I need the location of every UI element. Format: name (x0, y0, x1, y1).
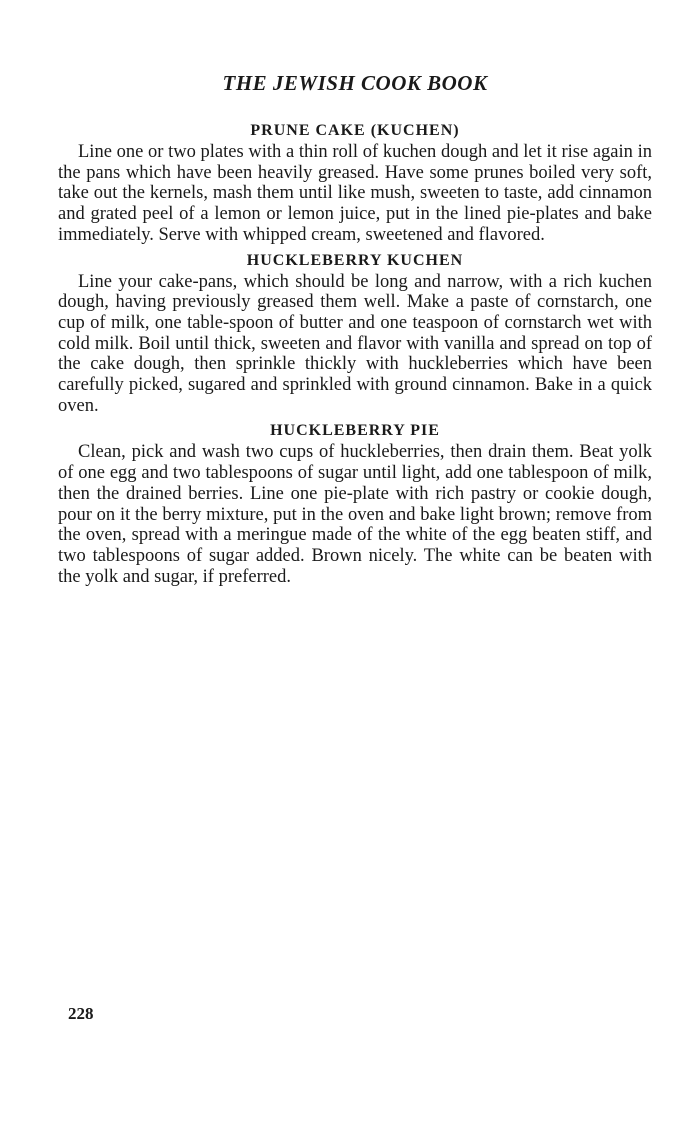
book-page (58, 66, 652, 591)
recipe-huckleberry-kuchen (58, 250, 652, 417)
page-number: 228 (68, 1004, 94, 1023)
recipe-title: HUCKLEBERRY PIE (270, 422, 440, 440)
running-head: THE JEWISH COOK BOOK (222, 71, 488, 95)
recipe-text: Line your cake-pans, which should be long and narrow, with a rich kuchen dough, having previously greased them well. Make a paste of cornstarch, one cup of milk, one table-spoon of butter and one teaspoon of cornstarch wet with cold milk. Boil until thick, sweeten and flavor with vanilla and spread on top of the cake dough, then sprinkle thickly with huckleberries which have been carefully picked, sugared and sprinkled with ground cinnamon. Bake in a quick oven. (58, 271, 652, 416)
recipe-text: Line one or two plates with a thin roll of kuchen dough and let it rise again in the pans which have been heavily greased. Have some prunes boiled very soft, take out the kernels, mash them until like mush, sweeten to taste, add cinnamon and grated peel of a lemon or lemon juice, put in the lined pie-plates and bake immediately. Serve with whipped cream, sweetened and flavored. (58, 142, 652, 245)
recipe-title: PRUNE CAKE (KUCHEN) (250, 122, 460, 139)
recipe-huckleberry-pie (58, 420, 652, 587)
recipe-title: HUCKLEBERRY KUCHEN (246, 251, 464, 269)
recipe-text: Clean, pick and wash two cups of huckleberries, then drain them. Beat yolk of one egg and two tablespoons of sugar until light, add one tablespoon of milk, then the drained berries. Line one pie-plate with rich pastry or cookie dough, pour on it the berry mixture, put in the oven and bake light brown; remove from the oven, spread with a meringue made of the white of the egg beaten stiff, and two tablespoons of sugar added. Brown nicely. The white can be beaten with the yolk and sugar, if preferred. (58, 442, 652, 587)
recipe-prune-cake (58, 120, 652, 246)
